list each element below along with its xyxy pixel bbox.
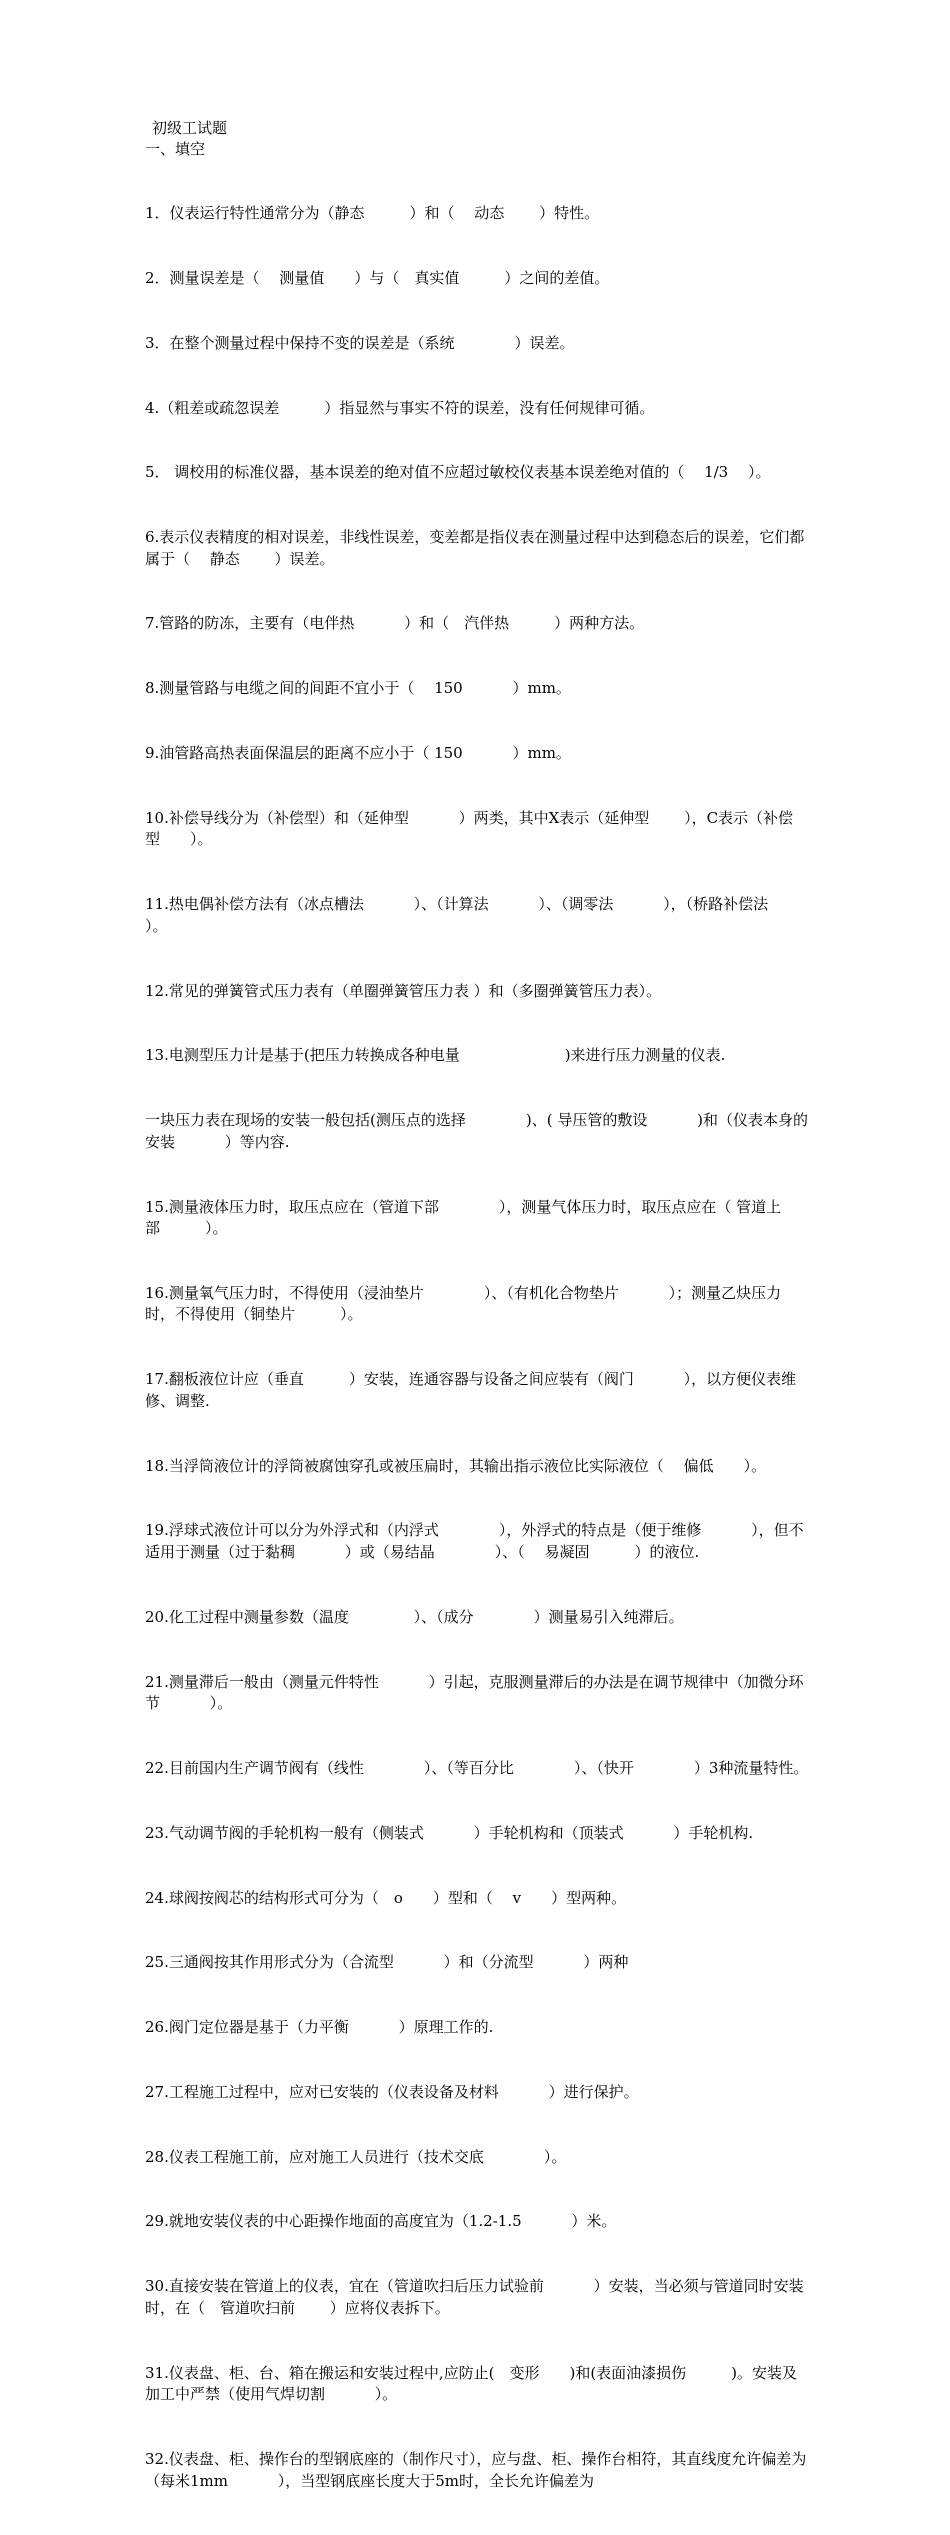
question-item: 30.直接安装在管道上的仪表，宜在（管道吹扫后压力试验前 ）安装，当必须与管道同时安装时，在（ 管道吹扫前 ）应将仪表拆下。 (145, 2277, 804, 2317)
question-item: 32.仪表盘、柜、操作台的型钢底座的（制作尺寸），应与盘、柜、操作台相符，其直线度允许偏差为（每米1mm ），当型钢底座长度大于5m时，全长允许偏差为 (145, 2449, 807, 2490)
question-item: 1．仪表运行特性通常分为（静态 ）和（ 动态 ）特性。 (145, 204, 600, 223)
question-item: 26.阀门定位器是基于（力平衡 ）原理工作的. (145, 2018, 494, 2037)
question-item: 25.三通阀按其作用形式分为（合流型 ）和（分流型 ）两种 (145, 1953, 629, 1972)
question-list (145, 160, 818, 2535)
question-item: 27.工程施工过程中，应对已安装的（仪表设备及材料 ）进行保护。 (145, 2082, 639, 2101)
question-item: 24.球阀按阀芯的结构形式可分为（ o ）型和（ v ）型两种。 (145, 1888, 627, 1907)
question-item: 28.仪表工程施工前，应对施工人员进行（技术交底 ）。 (145, 2147, 567, 2166)
question-item: 22.目前国内生产调节阀有（线性 ）、（等百分比 ）、（快开 ）3种流量特性。 (145, 1758, 809, 1777)
question-item: 9.油管路高热表面保温层的距离不应小于（ 150 ）mm。 (145, 744, 571, 763)
question-item: 5． 调校用的标准仪器，基本误差的绝对值不应超过敏校仪表基本误差绝对值的（ 1/3 ）。 (145, 463, 771, 482)
question-item: 4.（粗差或疏忽误差 ）指显然与事实不符的误差，没有任何规律可循。 (145, 398, 655, 417)
question-item: 17.翻板液位计应（垂直 ）安装，连通容器与设备之间应装有（阀门 ），以方便仪表维修、调整. (145, 1370, 797, 1410)
question-item: 29.就地安装仪表的中心距操作地面的高度宜为（1.2-1.5 ）米。 (145, 2212, 617, 2231)
document-title: 初级工试题 (152, 119, 228, 137)
question-item: 19.浮球式液位计可以分为外浮式和（内浮式 ），外浮式的特点是（便于维修 ），但不适用于测量（过于黏稠 ）或（易结晶 ）、（ 易凝固 ）的液位. (145, 1521, 804, 1561)
question-item: 16.测量氧气压力时，不得使用（浸油垫片 ）、（有机化合物垫片 ）；测量乙炔压力时，不得使用（铜垫片 ）。 (145, 1283, 782, 1324)
section-heading: 一、填空 (145, 140, 206, 158)
question-item: 一块压力表在现场的安装一般包括(测压点的选择 )、( 导压管的敷设 )和（仪表本身的安装 ）等内容. (145, 1111, 808, 1151)
question-item: 21.测量滞后一般由（测量元件特性 ）引起，克服测量滞后的办法是在调节规律中（加微分环节 ）。 (145, 1672, 804, 1713)
question-item: 31.仪表盘、柜、台、箱在搬运和安装过程中,应防止( 变形 )和(表面油漆损伤 )。安装及加工中严禁（使用气焊切割 ）。 (145, 2363, 798, 2404)
question-item: 8.测量管路与电缆之间的间距不宜小于（ 150 ）mm。 (145, 679, 571, 698)
question-item: 13.电测型压力计是基于(把压力转换成各种电量 )来进行压力测量的仪表. (145, 1046, 726, 1065)
question-item: 23.气动调节阀的手轮机构一般有（侧装式 ）手轮机构和（顶装式 ）手轮机构. (145, 1823, 754, 1842)
question-item: 15.测量液体压力时，取压点应在（管道下部 ），测量气体压力时，取压点应在（ 管道上部 ）。 (145, 1197, 782, 1238)
question-item: 2．测量误差是（ 测量值 ）与（ 真实值 ）之间的差值。 (145, 268, 610, 287)
question-item: 18.当浮筒液位计的浮筒被腐蚀穿孔或被压扁时，其输出指示液位比实际液位（ 偏低 ）。 (145, 1456, 767, 1475)
question-item: 3．在整个测量过程中保持不变的误差是（系统 ）误差。 (145, 333, 575, 352)
question-item: 10.补偿导线分为（补偿型）和（延伸型 ）两类，其中X表示（延伸型 ），C表示（补偿型 ）。 (145, 808, 794, 849)
question-item: 12.常见的弹簧管式压力表有（单圈弹簧管压力表 ）和（多圈弹簧管压力表）。 (145, 981, 662, 1000)
question-item: 20.化工过程中测量参数（温度 ）、（成分 ）测量易引入纯滞后。 (145, 1607, 684, 1626)
question-item: 11.热电偶补偿方法有（冰点槽法 ）、（计算法 ）、（调零法 ），（桥路补偿法 ）。 (145, 895, 818, 935)
question-item: 6.表示仪表精度的相对误差，非线性误差，变差都是指仪表在测量过程中达到稳态后的误差，它们都属于（ 静态 ）误差。 (145, 528, 805, 568)
question-item: 7.管路的防冻，主要有（电伴热 ）和（ 汽伴热 ）两种方法。 (145, 614, 645, 633)
